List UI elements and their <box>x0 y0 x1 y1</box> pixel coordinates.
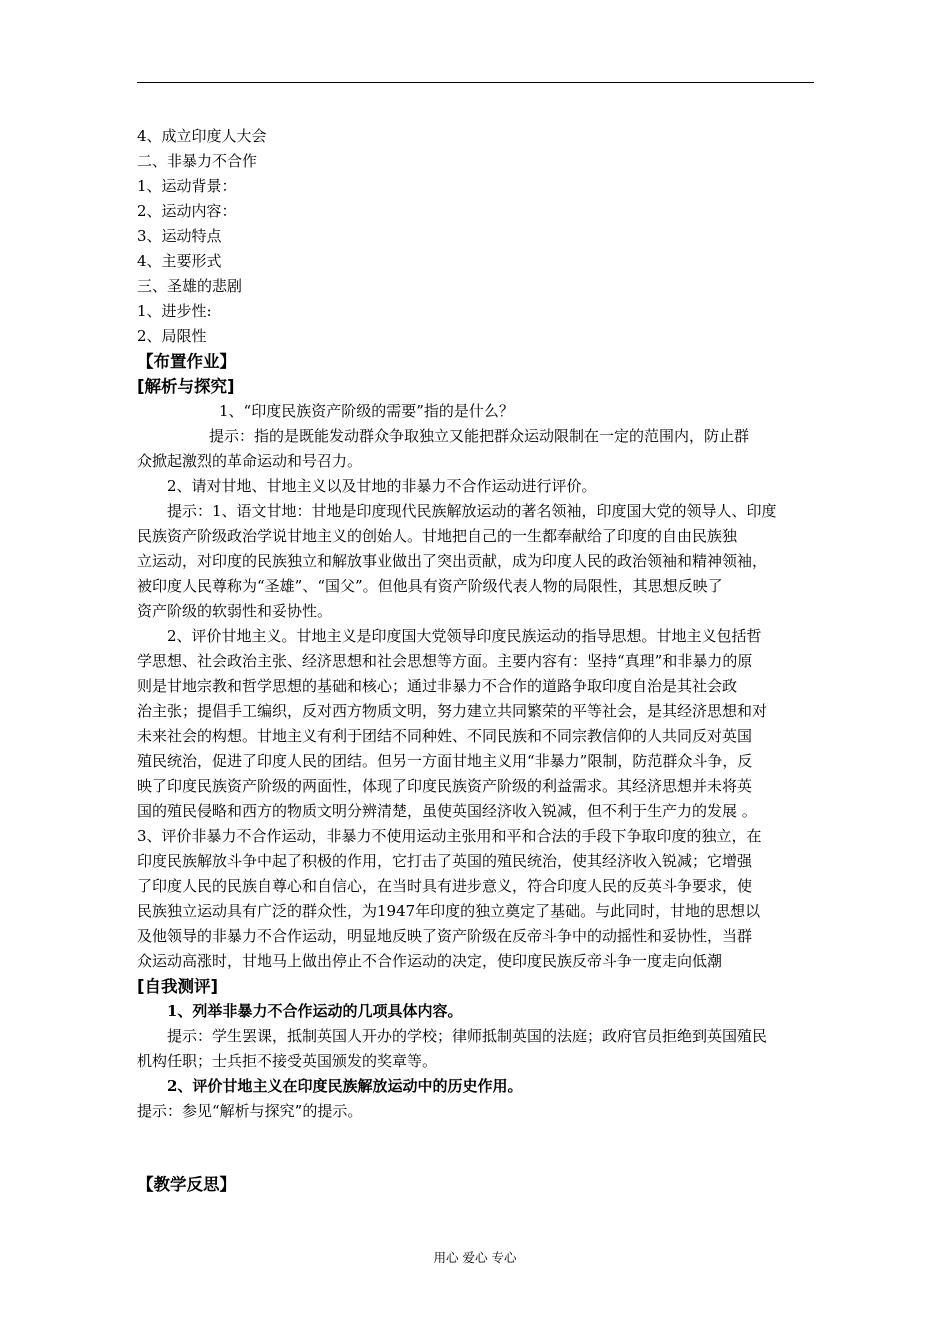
text-line: 3、评价非暴力不合作运动，非暴力不使用运动主张用和平和合法的手段下争取印度的独立，在 <box>137 827 762 845</box>
evaluation-movement <box>137 824 817 974</box>
text-line: 资产阶级的软弱性和妥协性。 <box>137 602 333 620</box>
text-line: 及他领导的非暴力不合作运动，明显地反映了资产阶级在反帝斗争中的动摇性和妥协性，当群 <box>137 927 753 945</box>
text-line: 立运动，对印度的民族独立和解放事业做出了突出贡献，成为印度人民的政治领袖和精神领袖， <box>137 552 768 570</box>
text-line: 国的殖民侵略和西方的物质文明分辨清楚，虽使英国经济收入锐减，但不利于生产力的发展 。 <box>137 802 757 820</box>
spacer <box>137 1124 817 1172</box>
text-line: 治主张；提倡手工编织，反对西方物质文明，努力建立共同繁荣的平等社会，是其经济思想和对 <box>137 702 768 720</box>
text-line: 机构任职；士兵拒不接受英国颁发的奖章等。 <box>137 1052 438 1070</box>
outline-list <box>137 124 817 349</box>
text-line: 映了印度民族资产阶级的两面性，体现了印度民族资产阶级的利益需求。其经济思想并未将英 <box>137 777 753 795</box>
self-test-heading: [自我测评] <box>137 977 219 996</box>
analysis-question-1: 1、“印度民族资产阶级的需要”指的是什么？ <box>219 402 514 420</box>
analysis-hint-1 <box>137 424 817 474</box>
text-line: 提示：学生罢课，抵制英国人开办的学校；律师抵制英国的法庭；政府官员拒绝到英国殖民 <box>167 1027 768 1045</box>
text-line: 学思想、社会政治主张、经济思想和社会思想等方面。主要内容有：坚持“真理”和非暴力的原 <box>137 652 753 670</box>
text-line: 民族资产阶级政治学说甘地主义的创始人。甘地把自己的一生都奉献给了印度的自由民族独 <box>137 527 738 545</box>
outline-item: 二、非暴力不合作 <box>137 152 258 170</box>
self-test-question-1: 1、列举非暴力不合作运动的几项具体内容。 <box>167 1002 463 1020</box>
text-line: 则是甘地宗教和哲学思想的基础和核心；通过非暴力不合作的道路争取印度自治是其社会政 <box>137 677 738 695</box>
document-body <box>137 124 817 1197</box>
text-line: 众运动高涨时，甘地马上做出停止不合作运动的决定，使印度民族反帝斗争一度走向低潮 <box>137 952 723 970</box>
text-line: 未来社会的构想。甘地主义有利于团结不同种姓、不同民族和不同宗教信仰的人共同反对英国 <box>137 727 753 745</box>
outline-item: 三、圣雄的悲剧 <box>137 277 243 295</box>
analysis-heading: [解析与探究] <box>137 377 235 396</box>
outline-item: 3、运动特点 <box>137 227 222 245</box>
text-line: 印度民族解放斗争中起了积极的作用，它打击了英国的殖民统治，使其经济收入锐减；它增强 <box>137 852 753 870</box>
text-line: 提示：1、语文甘地：甘地是印度现代民族解放运动的著名领袖，印度国大党的领导人、印度 <box>167 502 777 520</box>
page-footer: 用心 爱心 专心 <box>433 1250 517 1265</box>
self-test-question-2: 2、评价甘地主义在印度民族解放运动中的历史作用。 <box>167 1077 523 1095</box>
outline-item: 2、运动内容： <box>137 202 237 220</box>
self-test-hint-1 <box>137 1024 817 1074</box>
outline-item: 4、成立印度人大会 <box>137 127 267 145</box>
analysis-question-2: 2、请对甘地、甘地主义以及甘地的非暴力不合作运动进行评价。 <box>167 477 597 495</box>
text-line: 被印度人民尊称为“圣雄”、“国父”。但他具有资产阶级代表人物的局限性，其思想反映了 <box>137 577 723 595</box>
text-line: 民族独立运动具有广泛的群众性，为1947年印度的独立奠定了基础。与此同时，甘地的思想以 <box>137 902 761 920</box>
header-rule <box>137 82 814 83</box>
text-line: 2、评价甘地主义。甘地主义是印度国大党领导印度民族运动的指导思想。甘地主义包括哲 <box>167 627 762 645</box>
evaluation-gandhism <box>137 624 817 824</box>
outline-item: 4、主要形式 <box>137 252 222 270</box>
text-line: 殖民统治，促进了印度人民的团结。但另一方面甘地主义用“非暴力”限制，防范群众斗争，反 <box>137 752 753 770</box>
reflection-heading: 【教学反思】 <box>137 1175 236 1194</box>
outline-item: 1、进步性: <box>137 302 212 320</box>
outline-item: 2、局限性 <box>137 327 207 345</box>
analysis-hint-2 <box>137 499 817 624</box>
assignment-heading: 【布置作业】 <box>137 352 236 371</box>
self-test-hint-2: 提示：参见“解析与探究”的提示。 <box>137 1102 363 1120</box>
text-line: 了印度人民的民族自尊心和自信心，在当时具有进步意义，符合印度人民的反英斗争要求，使 <box>137 877 753 895</box>
text-line: 提示：指的是既能发动群众争取独立又能把群众运动限制在一定的范围内，防止群 <box>209 427 750 445</box>
outline-item: 1、运动背景： <box>137 177 237 195</box>
text-line: 众掀起激烈的革命运动和号召力。 <box>137 452 363 470</box>
